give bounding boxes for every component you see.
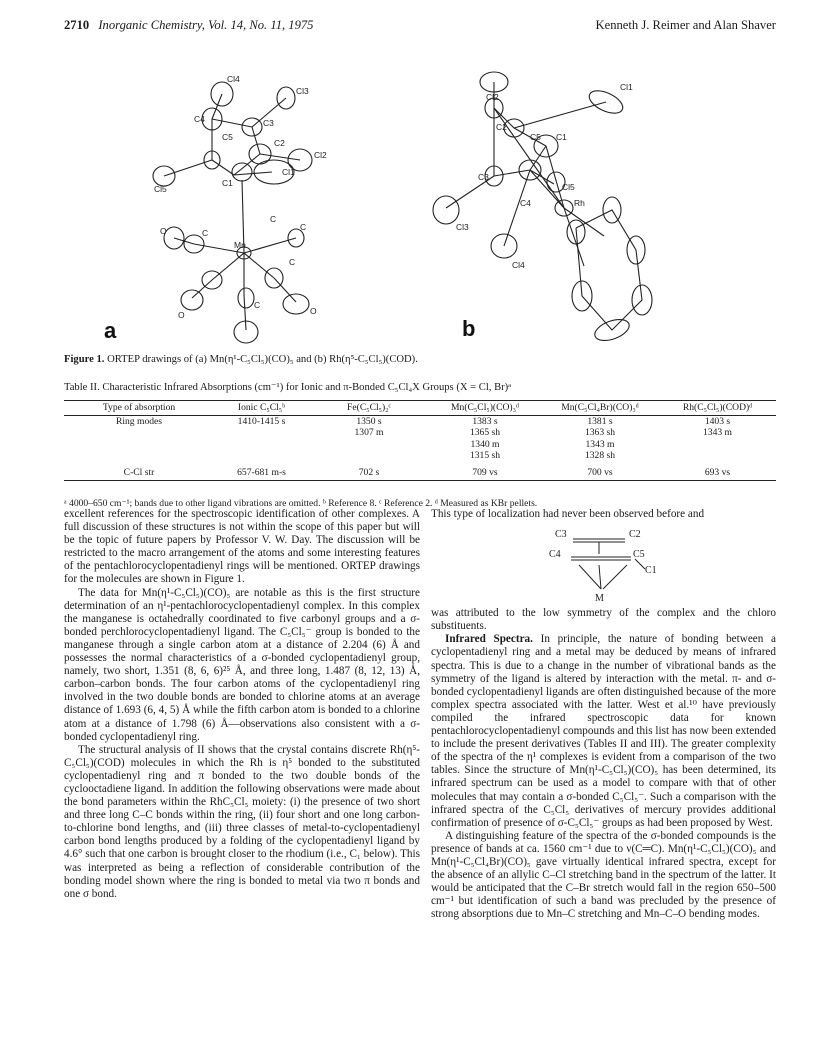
svg-text:Cl3: Cl3 bbox=[456, 222, 469, 232]
table-footnote: ᵃ 4000–650 cm⁻¹; bands due to other ligand vibrations are omitted. ᵇ Reference 8. ᶜ Reference 2. ᵈ Measured as KBr pellets. bbox=[64, 498, 538, 509]
panel-b-label: b bbox=[462, 316, 476, 341]
table-row: 1307 m 1365 sh 1363 sh 1343 m bbox=[354, 427, 733, 439]
svg-text:C: C bbox=[300, 222, 307, 232]
column-right bbox=[431, 508, 776, 921]
svg-text:Cl2: Cl2 bbox=[314, 150, 327, 160]
svg-text:O: O bbox=[310, 306, 317, 316]
svg-text:M: M bbox=[595, 593, 604, 604]
table-caption: Table II. Characteristic Infrared Absorptions (cm⁻¹) for Ionic and π-Bonded C₅Cl₄X Groups (X = Cl, Br)ᵃ bbox=[64, 382, 512, 393]
figure-caption-text: ORTEP drawings of (a) Mn(η¹-C₅Cl₅)(CO)₅ and (b) Rh(η⁵-C₅Cl₅)(COD). bbox=[107, 354, 418, 365]
svg-text:C1: C1 bbox=[556, 132, 567, 142]
ortep-panel-b bbox=[433, 72, 652, 345]
page-number: 2710 bbox=[64, 18, 90, 32]
svg-text:C: C bbox=[254, 300, 261, 310]
table-header: Rh(C₅Cl₅)(COD)ᵈ bbox=[659, 401, 776, 416]
svg-text:C2: C2 bbox=[274, 138, 285, 148]
authors: Kenneth J. Reimer and Alan Shaver bbox=[595, 18, 776, 32]
table-row: 1315 sh 1328 sh bbox=[469, 449, 616, 461]
table-row: C-Cl str 657-681 m-s 702 s 709 vs 700 vs 693 vs bbox=[64, 461, 776, 481]
paragraph: This type of localization had never been observed before and bbox=[431, 508, 705, 520]
bonding-diagram bbox=[431, 521, 776, 603]
svg-text:Cl5: Cl5 bbox=[154, 184, 167, 194]
svg-text:Cl5: Cl5 bbox=[562, 182, 575, 192]
ortep-panel-a bbox=[104, 74, 327, 343]
paragraph: was attributed to the low symmetry of the complex and the chloro substituents. bbox=[431, 607, 776, 633]
running-header bbox=[64, 18, 776, 36]
svg-text:Rh: Rh bbox=[574, 198, 585, 208]
svg-text:Mn: Mn bbox=[234, 240, 246, 250]
svg-text:O: O bbox=[160, 226, 167, 236]
svg-text:C3: C3 bbox=[555, 529, 567, 541]
svg-text:C5: C5 bbox=[222, 132, 233, 142]
svg-text:C3: C3 bbox=[478, 172, 489, 182]
svg-text:C5: C5 bbox=[633, 549, 645, 561]
svg-text:C4: C4 bbox=[194, 114, 205, 124]
journal-citation: Inorganic Chemistry, Vol. 14, No. 11, 1975 bbox=[98, 18, 314, 32]
svg-text:C3: C3 bbox=[263, 118, 274, 128]
svg-text:Cl1: Cl1 bbox=[620, 82, 633, 92]
svg-text:C: C bbox=[270, 214, 277, 224]
table-ir-absorptions bbox=[64, 400, 776, 481]
panel-a-label: a bbox=[104, 318, 117, 343]
ortep-figure bbox=[64, 60, 776, 350]
svg-text:C5: C5 bbox=[530, 132, 541, 142]
figure-caption bbox=[64, 354, 776, 365]
svg-text:Cl3: Cl3 bbox=[296, 86, 309, 96]
svg-text:Cl4: Cl4 bbox=[512, 260, 525, 270]
svg-text:C1: C1 bbox=[222, 178, 233, 188]
svg-text:C4: C4 bbox=[549, 549, 561, 561]
svg-text:Cl2: Cl2 bbox=[486, 92, 499, 102]
paragraph: A distinguishing feature of the spectra of the σ-bonded compounds is the presence of bands at ca. 1560 cm⁻¹ due to ν(C═C). Mn(η¹-C₅Cl₅)(CO)₅ and Mn(η¹-C₅Cl₄Br)(CO)₅ gave virtually identical infrared spectra, except for the absence of an allylic C–Cl stretching band in the spectrum of the latter. It would be anticipated that the C–Br stretch would fall in the region 650–500 cm⁻¹ but identification of such a band was precluded by the presence of strong absorptions due to Mn–C stretching and Mn–C–O bending modes. bbox=[431, 829, 776, 921]
paragraph: The structural analysis of II shows that the crystal contains discrete Rh(η⁵-C₅Cl₅)(COD) molecules in which the Rh is η⁵ bonded to the substituted cyclopentadienyl ring and π bonded to the two double bonds of the cyclooctadiene ligand. In addition the following observations were made about the bond parameters within the RhC₅Cl₅ moiety: (i) the presence of two short and three long C–C bonds within the ring, (ii) four short and one long carbon-to-chlorine bond lengths, and (iii) three classes of metal-to-cyclopentadienyl carbon bond lengths produced by a folding of the cyclopentadienyl ligand by 4.6° such that one carbon is brought closer to the rhodium (i.e., C₁ below). This was interpreted as being a reflection of considerable contribution of the bonding model shown where the ring is bonded to metal via two π bonds and one σ bond. bbox=[64, 743, 420, 900]
section-heading: Infrared Spectra. bbox=[445, 633, 533, 646]
figure-caption-prefix: Figure 1. bbox=[64, 354, 105, 365]
svg-text:C: C bbox=[202, 228, 209, 238]
svg-text:C4: C4 bbox=[520, 198, 531, 208]
svg-text:Cl4: Cl4 bbox=[227, 74, 240, 84]
table-header: Mn(C₅Cl₅)(CO)₃ᵈ bbox=[429, 401, 541, 416]
svg-text:C: C bbox=[289, 257, 296, 267]
svg-text:C2: C2 bbox=[629, 529, 641, 541]
paragraph: Infrared Spectra. In principle, the nature of bonding between a cyclopentadienyl ring and a metal may be deduced by means of infrared spectra. This is due to a change in the number of vibrational bands as the symmetry of the ligand is altered by interaction with the metal. π- and σ-bonded cyclopentadienyl ligands are often distinguished because of the more complex spectra associated with the latter. West et al.¹⁰ have previously compiled the infrared spectroscopic data for known pentachlorocyclopentadienyl compounds and this list has now been extended to include the present derivatives (Tables II and III). The greater complexity of the spectra of the η¹ complexes is evident from a comparison of the two tables. Since the structure of Mn(η¹-C₅Cl₅)(CO)₅ has been determined, its infrared spectrum can be used as a model to compare with that of other molecules that may contain a σ-bonded C₅Cl₅⁻. Such a comparison with the infrared spectra of the C₅Cl₅ derivatives of mercury provides additional confirmation of presence of σ-C₅Cl₅⁻ groups as had been proposed by West. bbox=[431, 633, 776, 829]
svg-text:O: O bbox=[178, 310, 185, 320]
table-header: Fe(C₅Cl₅)₂ᶜ bbox=[309, 401, 429, 416]
table-row: 1340 m 1343 m bbox=[470, 438, 615, 450]
svg-text:C2: C2 bbox=[496, 122, 507, 132]
paragraph: excellent references for the spectroscopic identification of other complexes. A full discussion of these structures is not within the scope of this paper but will be the topic of future papers by Professor V. W. Day. The discussion will be restricted to the macro arrangement of the atoms and some interesting features of the pentachlorocyclopentadienyl rings will be mentioned. ORTEP drawings for the molecules are shown in Figure 1. bbox=[64, 508, 420, 586]
table-header: Type of absorption bbox=[64, 401, 214, 416]
svg-text:Cl1: Cl1 bbox=[282, 167, 295, 177]
table-row: Ring modes 1410-1415 s 1350 s 1383 s 1381 s 1403 s bbox=[115, 416, 731, 427]
table-header: Ionic C₅Cl₅ᵇ bbox=[214, 401, 309, 416]
table-header: Mn(C₅Cl₄Br)(CO)₃ᵈ bbox=[541, 401, 659, 416]
column-left bbox=[64, 508, 420, 901]
table-header-row bbox=[64, 401, 776, 416]
svg-text:C1: C1 bbox=[645, 565, 657, 577]
paragraph: The data for Mn(η¹-C₅Cl₅)(CO)₅ are notable as this is the first structure determination of an η¹-pentachlorocyclopentadienyl complex. In this complex the manganese is octahedrally coordinated to five carbonyl groups and a σ-bonded perchlorocyclopentadienyl ligand. The C₅Cl₅⁻ group is bonded to the manganese through a single carbon atom at a distance of 2.204 (6) Å and possesses the normal characteristics of a σ-bonded cyclopentadienyl group, namely, two short, 1.351 (8, 6, 6)²⁵ Å, and three long, 1.487 (8, 12, 13) Å, carbon–carbon bonds. The four carbon atoms of the cyclopentadienyl ring involved in the two double bonds are bonded to chlorine atoms at an average distance of 1.693 (6, 4, 5) Å while the fifth carbon atom is bonded to a chlorine atom at a distance of 1.798 (6) Å—observations also consistent with a σ-bonded cyclopentadienyl ring. bbox=[64, 586, 420, 743]
